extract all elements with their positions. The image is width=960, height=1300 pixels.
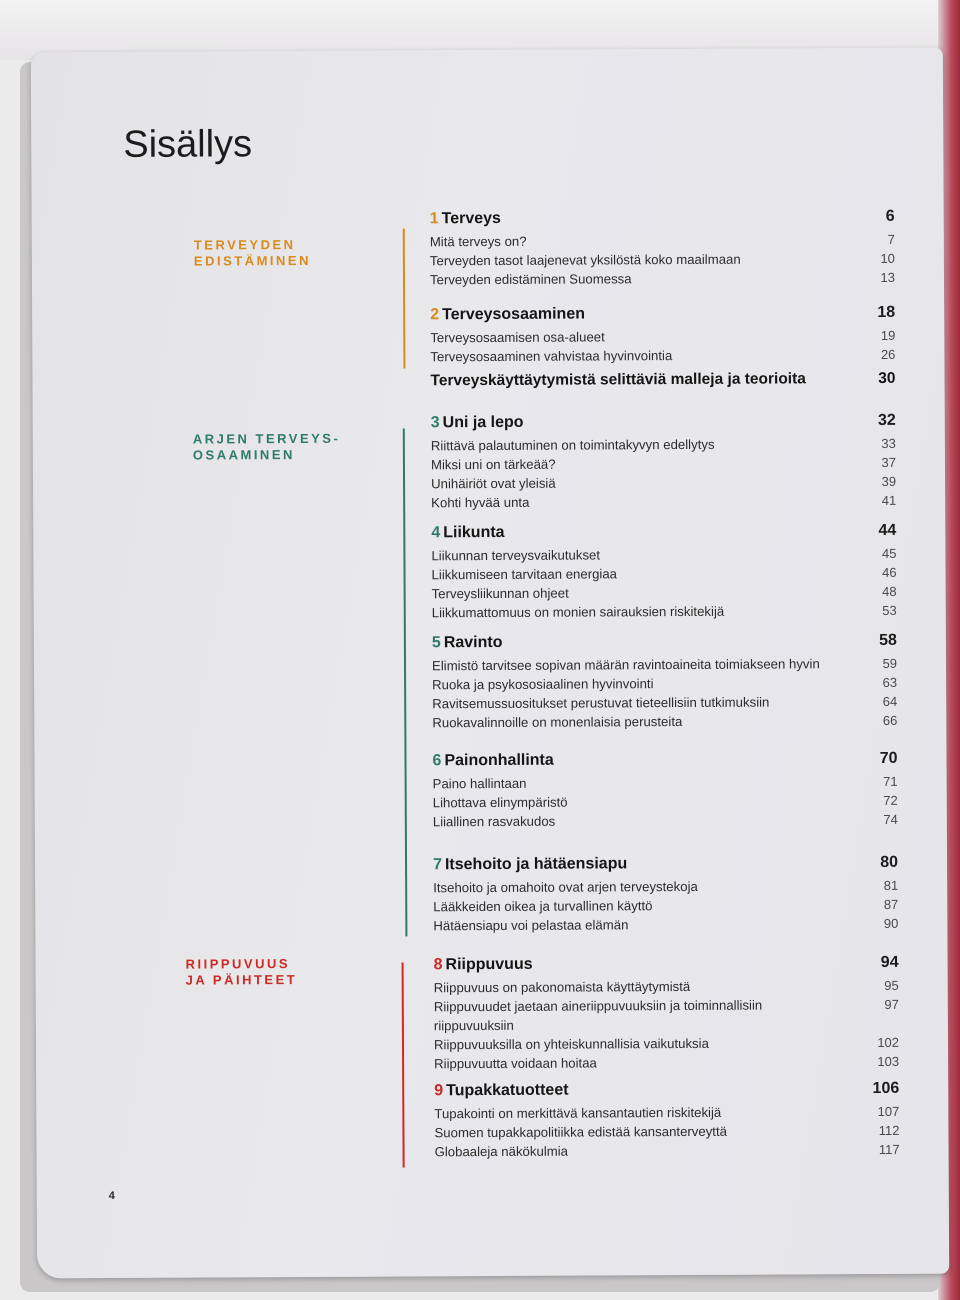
subsection-page: 13 [880, 269, 896, 285]
subsection-entry[interactable] [434, 1033, 899, 1054]
subsection-title: Itsehoito ja omahoito ovat arjen terveystekoja [433, 878, 698, 896]
subsection-page: 66 [882, 712, 898, 728]
subsection-entry[interactable] [434, 995, 899, 1035]
subsection-page: 7 [887, 231, 895, 247]
chapter-title [434, 1082, 568, 1101]
chapter-title-text: Liikunta [443, 523, 505, 542]
section-divider-orange [403, 228, 406, 368]
subsection-title: Miksi uni on tärkeää? [430, 456, 556, 473]
chapter-title-text: Uni ja lepo [442, 413, 524, 432]
subsection-entry[interactable] [434, 1102, 899, 1123]
subsection-title: Liiallinen rasvakudos [432, 813, 556, 830]
subsection-title: Paino hallintaan [432, 775, 527, 792]
subsection-title: Terveysosaaminen vahvistaa hyvinvointia [430, 348, 673, 365]
subsection-title: Tupakointi on merkittävä kansantautien riskitekijä [434, 1104, 722, 1122]
subsection-entry[interactable] [432, 692, 897, 713]
subsection-page: 103 [877, 1053, 900, 1069]
section-divider-green [403, 428, 408, 936]
chapter-number: 4 [431, 524, 441, 542]
subsection-page: 71 [883, 773, 898, 789]
subsection-entry[interactable] [431, 472, 896, 493]
section-label-line: ARJEN TERVEYS- [192, 430, 341, 447]
subsection-entry[interactable] [433, 772, 898, 793]
chapter-title-text: Riippuvuus [445, 955, 533, 974]
chapter-heading[interactable] [433, 854, 898, 878]
subsection-page: 41 [881, 492, 897, 508]
chapter-heading[interactable] [434, 954, 899, 978]
subsection-page: 64 [882, 693, 898, 709]
subsection-page: 97 [884, 996, 899, 1012]
chapter-number: 9 [434, 1082, 444, 1100]
subsection-entry[interactable] [433, 810, 898, 831]
subsection-entry[interactable] [430, 230, 895, 251]
subsection-title: Terveyden tasot laajenevat yksilöstä koko maailmaan [429, 251, 741, 269]
subsection-title: Lihottava elinympäristö [432, 794, 568, 811]
chapter-title-text: Terveysosaaminen [442, 305, 586, 324]
section-label-riippuvuus-ja-paihteet [186, 956, 298, 989]
chapter-title [430, 210, 501, 228]
subsection-title: Kohti hyvää unta [431, 494, 530, 511]
subsection-entry[interactable] [433, 895, 898, 916]
subsection-page: 33 [881, 435, 896, 451]
subsection-entry[interactable] [431, 544, 896, 565]
subsection-page: 117 [878, 1141, 900, 1157]
chapter-heading[interactable] [432, 632, 897, 656]
subsection-page: 26 [880, 346, 896, 362]
subsection-title: Terveyden edistäminen Suomessa [429, 271, 632, 288]
subsection-title: Unihäiriöt ovat yleisiä [431, 475, 556, 492]
chapter-title [432, 752, 553, 771]
chapter-number: 1 [429, 210, 439, 228]
subsection-page: 10 [880, 250, 895, 266]
chapter-title-text: Terveys [441, 209, 501, 228]
subsection-entry[interactable] [434, 976, 899, 997]
subsection-page: 74 [883, 811, 898, 827]
chapter-page: 106 [872, 1079, 900, 1098]
subsection-title: Ruoka ja psykososiaalinen hyvinvointi [432, 676, 654, 693]
chapter-page: 6 [885, 207, 895, 225]
chapter-title-text: Ravinto [443, 633, 503, 652]
chapter-heading[interactable] [432, 750, 897, 774]
subsection-title: Terveysosaamisen osa-alueet [430, 329, 605, 346]
chapter-title [433, 855, 627, 874]
chapter-page: 18 [877, 303, 896, 321]
chapter-heading[interactable] [431, 522, 896, 546]
subsection-entry[interactable] [430, 345, 895, 366]
toc-chapter[interactable] [431, 522, 897, 622]
chapter-heading[interactable] [431, 412, 896, 436]
toc-chapter[interactable] [431, 412, 897, 512]
subsection-page: 53 [882, 602, 897, 618]
subsection-page: 19 [880, 327, 896, 343]
subsection-title: Riippuvuus on pakonomaista käyttäytymistä [433, 978, 691, 996]
chapter-title [431, 414, 524, 432]
chapter-number: 8 [433, 956, 443, 974]
chapter-title [430, 305, 585, 324]
toc-chapter[interactable] [434, 954, 900, 1073]
chapter-title [431, 524, 504, 542]
subsection-title: Liikkumiseen tarvitaan energiaa [431, 566, 618, 583]
subsection-page: 45 [881, 545, 897, 561]
chapter-number: 6 [432, 752, 442, 770]
section-divider-red [402, 962, 405, 1167]
subsection-entry[interactable] [432, 711, 897, 732]
section-label-terveyden-edistaminen [194, 237, 311, 270]
subsection-page: 90 [883, 915, 899, 931]
subsection-page: 112 [878, 1122, 900, 1138]
subsection-entry[interactable] [431, 453, 896, 474]
subsection-entry[interactable] [434, 1121, 899, 1142]
toc-entry-title: Terveyskäyttäytymistä selittäviä malleja ja teorioita [430, 370, 806, 390]
chapter-title-text: Painonhallinta [444, 751, 554, 770]
subsection-entry[interactable] [431, 563, 896, 584]
subsection-title: Riippuvuudet jaetaan aineriippuvuuksiin ja toiminnallisiin riippuvuuksiin [433, 997, 763, 1034]
subsection-page: 39 [881, 473, 897, 489]
toc-entry-models-theories[interactable] [430, 370, 895, 390]
subsection-page: 59 [882, 655, 898, 671]
subsection-entry[interactable] [435, 1140, 900, 1161]
section-label-arjen-terveysosaaminen [193, 431, 341, 464]
subsection-page: 87 [883, 896, 899, 912]
subsection-title: Ravitsemussuositukset perustuvat tieteellisiin tutkimuksiin [432, 694, 770, 712]
chapter-page: 80 [880, 853, 899, 871]
subsection-page: 72 [883, 792, 898, 808]
chapter-number: 7 [433, 856, 443, 874]
subsection-title: Suomen tupakkapolitiikka edistää kansanterveyttä [434, 1123, 727, 1141]
subsection-title: Terveysliikunnan ohjeet [431, 585, 569, 602]
subsection-title: Riippuvuuksilla on yhteiskunnallisia vaikutuksia [433, 1035, 709, 1053]
chapter-title [432, 634, 503, 652]
toc-chapter[interactable] [432, 632, 898, 732]
subsection-entry[interactable] [433, 914, 898, 935]
chapter-page: 58 [879, 631, 897, 649]
chapter-heading[interactable] [430, 304, 895, 328]
subsection-entry[interactable] [432, 601, 897, 622]
toc-chapter[interactable] [430, 304, 895, 366]
subsection-entry[interactable] [434, 1052, 899, 1073]
subsection-page: 107 [877, 1103, 900, 1119]
chapter-number: 3 [430, 414, 440, 432]
toc-entry-page: 30 [878, 369, 896, 387]
chapter-heading[interactable] [430, 208, 895, 232]
toc-chapter[interactable] [433, 854, 898, 935]
subsection-title: Globaaleja näkökulmia [434, 1143, 569, 1160]
subsection-entry[interactable] [430, 268, 895, 289]
subsection-page: 81 [883, 877, 899, 893]
chapter-title [434, 956, 533, 975]
subsection-page: 102 [877, 1034, 900, 1050]
subsection-page: 46 [882, 564, 897, 580]
subsection-title: Elimistö tarvitsee sopivan määrän ravintoaineita toimiakseen hyvin [431, 656, 820, 674]
subsection-page: 48 [882, 583, 897, 599]
subsection-title: Lääkkeiden oikea ja turvallinen käyttö [433, 898, 653, 915]
subsection-title: Mitä terveys on? [429, 233, 527, 250]
subsection-title: Riippuvuutta voidaan hoitaa [434, 1055, 597, 1072]
subsection-entry[interactable] [432, 654, 897, 675]
subsection-title: Ruokavalinnoille on monenlaisia perusteita [432, 713, 683, 731]
chapter-title-text: Tupakkatuotteet [446, 1081, 569, 1100]
page-number: 4 [108, 1189, 115, 1203]
chapter-title-text: Itsehoito ja hätäensiapu [444, 855, 628, 874]
section-label-line: RIIPPUVUUS [185, 956, 291, 972]
subsection-entry[interactable] [430, 326, 895, 347]
subsection-page: 95 [884, 977, 899, 993]
subsection-entry[interactable] [432, 673, 897, 694]
toc-chapter[interactable] [430, 208, 895, 289]
subsection-title: Riittävä palautuminen on toimintakyvyn edellytys [430, 436, 715, 454]
toc-chapter[interactable] [434, 1080, 899, 1161]
section-label-line: EDISTÄMINEN [193, 252, 311, 269]
subsection-entry[interactable] [433, 791, 898, 812]
toc-chapter[interactable] [432, 750, 897, 831]
book-page [31, 48, 949, 1279]
subsection-page: 37 [881, 454, 896, 470]
subsection-entry[interactable] [432, 582, 897, 603]
subsection-title: Liikkumattomuus on monien sairauksien riskitekijä [431, 603, 725, 621]
chapter-page: 94 [880, 953, 899, 971]
chapter-heading[interactable] [434, 1080, 899, 1104]
subsection-entry[interactable] [431, 491, 896, 512]
section-label-line: TERVEYDEN [193, 237, 296, 253]
chapter-page: 70 [879, 749, 898, 767]
chapter-page: 32 [877, 411, 896, 429]
subsection-entry[interactable] [431, 434, 896, 455]
subsection-title: Liikunnan terveysvaikutukset [431, 547, 601, 564]
chapter-number: 5 [431, 634, 441, 652]
subsection-title: Hätäensiapu voi pelastaa elämän [433, 917, 629, 934]
section-label-line: JA PÄIHTEET [185, 972, 298, 988]
chapter-page: 44 [878, 521, 897, 539]
section-label-line: OSAAMINEN [192, 447, 295, 463]
subsection-entry[interactable] [433, 876, 898, 897]
subsection-entry[interactable] [430, 249, 895, 270]
subsection-page: 63 [882, 674, 898, 690]
page-title: Sisällys [123, 123, 253, 166]
chapter-number: 2 [430, 306, 440, 324]
